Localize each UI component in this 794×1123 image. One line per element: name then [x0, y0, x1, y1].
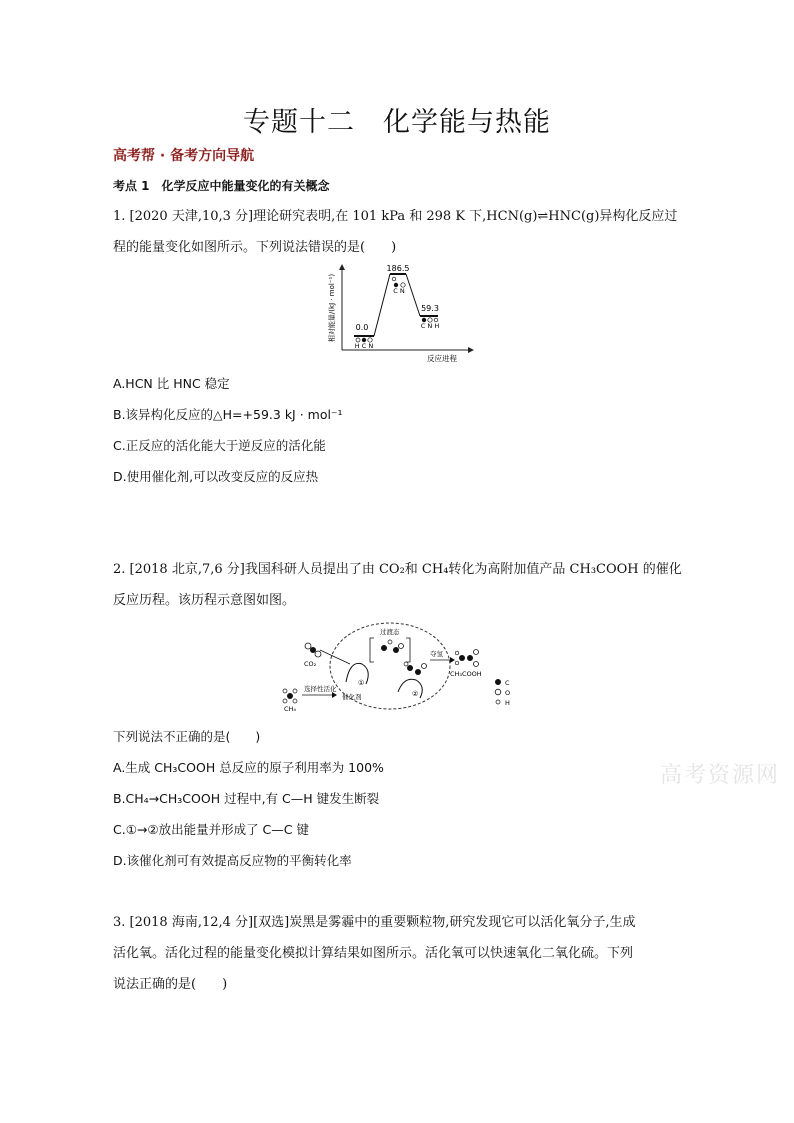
ts-label: 过渡态: [380, 628, 400, 636]
mol-label-ts: C N: [393, 287, 405, 295]
ch4-label: CH₄: [284, 705, 297, 712]
mol-label-hcn: H C N: [354, 342, 374, 350]
q1-stem-line2: 程的能量变化如图所示。下列说法错误的是( ): [113, 240, 397, 255]
product-label: CH₃COOH: [450, 670, 482, 678]
ts-bracket-right: [406, 638, 410, 662]
q3-stem-line3: 说法正确的是( ): [113, 977, 228, 992]
ts-bracket-left: [370, 638, 374, 662]
ts-h: [388, 640, 392, 644]
ch4-h4: [293, 699, 297, 703]
ts-c1: [381, 645, 387, 651]
mol-label-hnc: C N H: [420, 322, 440, 330]
q1-option-d: D.使用催化剂,可以改变反应的反应热: [113, 469, 319, 484]
co2-label: CO₂: [304, 660, 317, 668]
step-1-label: ①: [358, 679, 365, 687]
value-label-2: 59.3: [421, 304, 439, 313]
kaodian-heading: 考点 1 化学反应中能量变化的有关概念: [113, 179, 330, 193]
ch4-c: [287, 693, 293, 699]
path-down: [406, 274, 420, 316]
section-heading: 高考帮 · 备考方向导航: [113, 148, 255, 164]
co2-arrow: [320, 650, 350, 664]
q2-stem-line1: 2. [2018 北京,7,6 分]我国科研人员提出了由 CO₂和 CH₄转化为高附加值产品 CH₃COOH 的催化: [113, 562, 682, 577]
ch4-h2: [293, 689, 297, 693]
intermediate-curve: [398, 679, 422, 698]
legend-h-label: H: [505, 699, 510, 707]
prod-o2: [474, 662, 479, 667]
prod-h2: [455, 661, 459, 665]
legend-o-label: O: [505, 689, 511, 697]
int-o: [422, 664, 427, 669]
ts-c2: [393, 647, 399, 653]
value-label-1: 186.5: [386, 264, 410, 273]
value-label-0: 0.0: [355, 323, 369, 332]
int-c2: [415, 669, 421, 675]
q2-stem-line2: 反应历程。该历程示意图如图。: [113, 593, 296, 608]
q2-option-c: C.①→②放出能量并形成了 C—C 键: [113, 822, 309, 837]
legend-c-label: C: [505, 679, 510, 687]
q2-option-a: A.生成 CH₃COOH 总反应的原子利用率为 100%: [113, 760, 384, 775]
path-up: [374, 274, 390, 336]
select-label: 选择性活化: [304, 685, 337, 693]
prod-c1: [459, 655, 465, 661]
q3-stem-line1: 3. [2018 海南,12,4 分][双选]炭黑是雾霾中的重要颗粒物,研究发现它可以活化氧分子,生成: [113, 915, 636, 930]
q1-option-a: A.HCN 比 HNC 稳定: [113, 376, 230, 391]
step-2-label: ②: [412, 690, 419, 698]
q1-option-c: C.正反应的活化能大于逆反应的活化能: [113, 438, 326, 453]
x-axis-arrow: [468, 347, 474, 353]
legend-o-dot: [495, 689, 501, 695]
catalyst-label: 催化剂: [342, 693, 362, 701]
y-axis-arrow: [339, 264, 345, 270]
y-axis-label: 相对能量/(kJ · mol⁻¹): [328, 273, 336, 343]
q1-option-b: B.该异构化反应的△H=+59.3 kJ · mol⁻¹: [113, 407, 343, 422]
atom-h-ts: [392, 277, 396, 281]
co2-o1: [305, 643, 311, 649]
q2-option-b: B.CH₄→CH₃COOH 过程中,有 C—H 键发生断裂: [113, 791, 380, 806]
energy-diagram-q1: [320, 262, 480, 367]
co2-o2: [315, 651, 321, 657]
int-c1: [407, 665, 413, 671]
x-axis-label: 反应进程: [427, 354, 457, 363]
co2-c: [310, 647, 316, 653]
prod-c2: [467, 655, 473, 661]
duoqing-label: 夺氢: [430, 650, 443, 658]
prod-h1: [455, 651, 459, 655]
legend-c-dot: [495, 679, 501, 685]
int-h: [404, 662, 408, 666]
prod-o1: [474, 650, 479, 655]
ts-o: [399, 644, 404, 649]
ch4-h1: [283, 689, 287, 693]
ch4-h3: [283, 699, 287, 703]
legend-h-dot: [496, 700, 500, 704]
q1-stem-line1: 1. [2020 天津,10,3 分]理论研究表明,在 101 kPa 和 298 K 下,HCN(g)⇌HNC(g)异构化反应过: [113, 209, 678, 224]
q2-option-d: D.该催化剂可有效提高反应物的平衡转化率: [113, 853, 352, 868]
q2-stem: 下列说法不正确的是( ): [113, 729, 261, 744]
page-title: 专题十二 化学能与热能: [243, 107, 551, 138]
catalysis-diagram-q2: [280, 620, 520, 712]
duoqing-arrowhead: [450, 657, 455, 663]
watermark: 高考资源网: [660, 763, 781, 788]
q3-stem-line2: 活化氧。活化过程的能量变化模拟计算结果如图所示。活化氧可以快速氧化二氧化硫。下列: [113, 946, 634, 961]
